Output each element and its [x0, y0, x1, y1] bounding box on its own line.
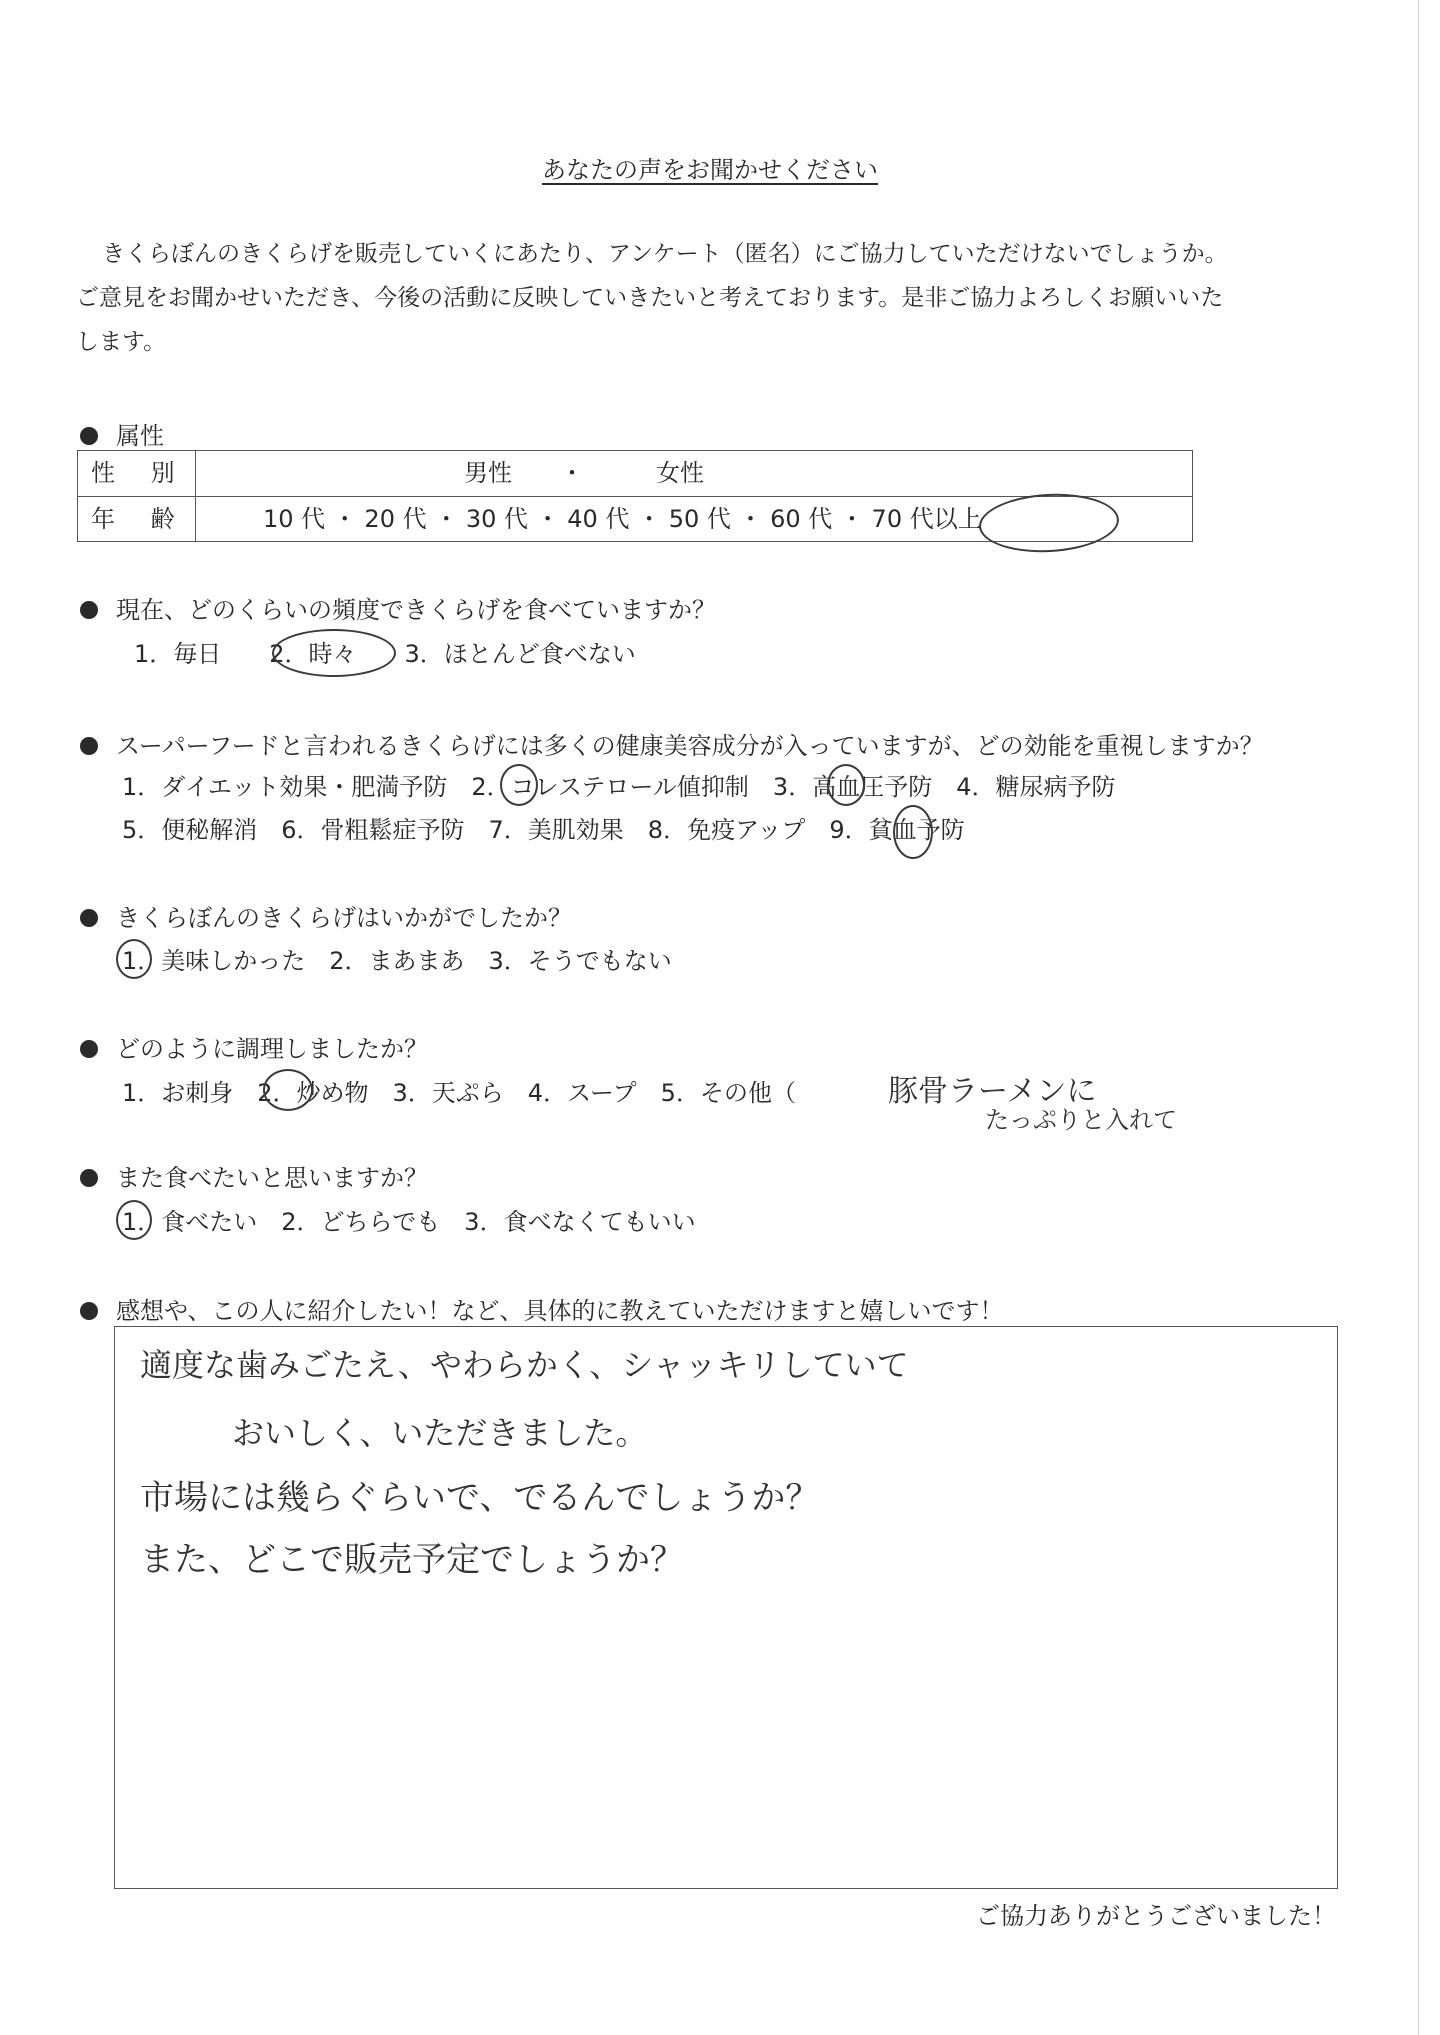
- q5-question: また食べたいと思いますか？: [80, 1158, 428, 1193]
- age-label: 年 齢: [78, 497, 196, 542]
- q2-question: スーパーフードと言われるきくらげには多くの健康美容成分が入っていますが、どの効能を重視しますか？: [80, 726, 1264, 761]
- q2-selection-circle-3: [827, 764, 865, 806]
- thanks-message: ご協力ありがとうございました！: [976, 1902, 1336, 1930]
- q5-selection-circle: [116, 1200, 152, 1240]
- q2-selection-circle-9: [893, 805, 933, 859]
- comment-line-1: 適度な歯みごたえ、やわらかく、シャッキリしていて: [140, 1346, 909, 1384]
- q3-options[interactable]: 1．美味しかった 2．まあまあ 3．そうでもない: [122, 947, 672, 975]
- q5-options[interactable]: 1．食べたい 2．どちらでも 3．食べなくてもいい: [122, 1208, 696, 1236]
- q4-selection-circle: [263, 1069, 313, 1111]
- q1-options[interactable]: 1．毎日 2．時々 3．ほとんど食べない: [134, 640, 636, 668]
- q4-other-text-line-1: 豚骨ラーメンに: [888, 1074, 1097, 1109]
- bullet-icon: [80, 1040, 98, 1058]
- bullet-icon: [80, 1169, 98, 1187]
- q2-options-line-2[interactable]: 5．便秘解消 6．骨粗鬆症予防 7．美肌効果 8．免疫アップ 9．貧血予防: [122, 816, 965, 844]
- gender-options[interactable]: 男性 ・ 女性: [464, 459, 704, 487]
- q3-selection-circle: [116, 939, 152, 979]
- bullet-icon: [80, 737, 98, 755]
- q3-question: きくらぼんのきくらげはいかがでしたか？: [80, 898, 572, 933]
- age-options[interactable]: 10 代 ・ 20 代 ・ 30 代 ・ 40 代 ・ 50 代 ・ 60 代 ・ 70 代以上: [263, 505, 982, 533]
- q4-question: どのように調理しましたか？: [80, 1029, 428, 1064]
- gender-label: 性 別: [78, 451, 196, 496]
- intro-paragraph: [76, 232, 1366, 364]
- intro-line-2: ご意見をお聞かせいただき、今後の活動に反映していきたいと考えております。是非ご協力よろしくお願いいた: [76, 285, 1224, 311]
- intro-line-1: きくらぼんのきくらげを販売していくにあたり、アンケート（匿名）にご協力していただけないでしょうか。: [102, 241, 1228, 267]
- comment-line-4: また、どこで販売予定でしょうか？: [140, 1540, 684, 1580]
- attributes-heading: 属性: [80, 416, 164, 451]
- q6-question: 感想や、この人に紹介したい！など、具体的に教えていただけますと嬉しいです！: [80, 1291, 1004, 1326]
- q4-other-text-line-2: たっぷりと入れて: [985, 1106, 1177, 1134]
- bullet-icon: [80, 1302, 98, 1320]
- q2-selection-circle-2: [500, 764, 538, 806]
- gender-row: [78, 451, 1192, 496]
- q1-selection-circle: [272, 629, 396, 677]
- bullet-icon: [80, 427, 98, 445]
- q4-options[interactable]: 1．お刺身 2．炒め物 3．天ぷら 4．スープ 5．その他（: [122, 1079, 796, 1107]
- comment-line-3: 市場には幾らぐらいで、でるんでしょうか？: [140, 1478, 820, 1518]
- page-title: あなたの声をお聞かせください: [542, 156, 878, 184]
- scan-edge: [1418, 0, 1419, 2035]
- q2-options-line-1[interactable]: 1．ダイエット効果・肥満予防 2．コレステロール値抑制 3．高血圧予防 4．糖尿病予防: [122, 773, 1116, 801]
- q1-question: 現在、どのくらいの頻度できくらげを食べていますか？: [80, 590, 716, 625]
- bullet-icon: [80, 601, 98, 619]
- intro-line-3: します。: [76, 329, 167, 355]
- comment-line-2: おいしく、いただきました。: [232, 1414, 648, 1452]
- bullet-icon: [80, 909, 98, 927]
